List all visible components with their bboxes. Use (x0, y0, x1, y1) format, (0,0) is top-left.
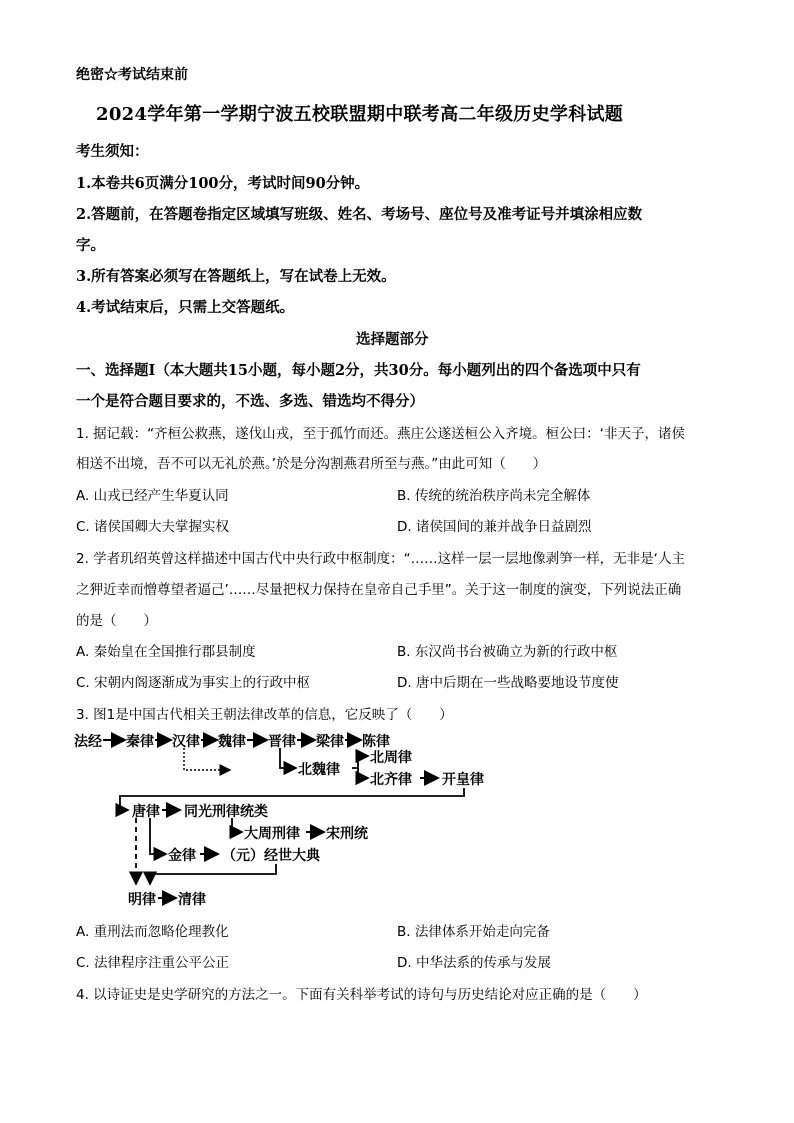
q2-stem-line2: 之狎近幸而憎尊望者逼己’……尽量把权力保持在皇帝自己手里”。关于这一制度的演变，下列说法正确 (76, 582, 682, 598)
kaihuang-to-tang (120, 788, 464, 810)
q3-option-c: C. 法律程序注重公平公正 (76, 955, 230, 971)
q2-option-b: B. 东汉尚书台被确立为新的行政中枢 (397, 644, 618, 660)
q1-option-c: C. 诸侯国卿大夫掌握实权 (76, 519, 230, 535)
branch-to-dazhou (232, 818, 242, 832)
node-jinlv: 晋律 (268, 734, 296, 750)
exam-title: 2024学年第一学期宁波五校联盟期中联考高二年级历史学科试题 (96, 104, 624, 125)
node-kaihuanglv: 开皇律 (442, 772, 484, 788)
node-beizhoulv: 北周律 (370, 750, 412, 766)
branch-to-beizhou (352, 756, 368, 768)
node-qinglv: 清律 (178, 892, 206, 908)
node-beiweilv: 北魏律 (298, 762, 340, 778)
q1-option-a: A. 山戎已经产生华夏认同 (76, 488, 229, 504)
q2-option-a: A. 秦始皇在全国推行郡县制度 (76, 644, 256, 660)
branch-to-beiwei (280, 748, 296, 768)
law-evolution-diagram (70, 726, 510, 912)
q2-option-c: C. 宋朝内阁逐渐成为事实上的行政中枢 (76, 675, 311, 691)
q1-stem-line1: 1. 据记载：“齐桓公救燕，遂伐山戎，至于孤竹而还。燕庄公遂送桓公入齐境。桓公曰：‘非天子，诸侯 (76, 426, 685, 442)
q2-option-d: D. 唐中后期在一些战略要地设节度使 (397, 675, 619, 691)
part-heading: 选择题部分 (356, 331, 429, 348)
branch-to-jin (150, 818, 166, 854)
node-tongguang: 同光刑律统类 (184, 804, 268, 820)
q2-stem-line3: 的是（ ） (76, 613, 157, 629)
q2-stem-line1: 2. 学者玑绍英曾这样描述中国古代中央行政中枢制度：“……这样一层一层地像剥笋一样，无非是‘人主 (76, 551, 685, 567)
node-minglv: 明律 (128, 892, 156, 908)
q3-stem-line1: 3. 图1是中国古代相关王朝法律改革的信息，它反映了（ ） (76, 707, 453, 723)
node-songxingtong: 宋刑统 (326, 826, 368, 842)
node-tanglv: 唐律 (132, 804, 160, 820)
branch-to-beiqi (358, 768, 368, 778)
notice-item-3: 3.所有答案必须写在答题纸上，写在试卷上无效。 (76, 268, 396, 285)
q3-option-d: D. 中华法系的传承与发展 (397, 955, 551, 971)
node-qinlv: 秦律 (126, 734, 154, 750)
notice-item-2-cont: 字。 (76, 237, 105, 254)
node-dazhou: 大周刑律 (244, 826, 300, 842)
notice-item-1: 1.本卷共6页满分100分，考试时间90分钟。 (76, 175, 370, 192)
q1-stem-line2: 相送不出境，吾不可以无礼於燕。’於是分沟割燕君所至与燕。”由此可知（ ） (76, 456, 547, 472)
node-fajing: 法经 (74, 734, 102, 750)
node-weilv: 魏律 (218, 734, 246, 750)
section1-instruction-line2: 一个是符合题目要求的，不选、多选、错选均不得分） (76, 393, 424, 410)
dotted-branch (184, 748, 230, 770)
notice-item-2: 2.答题前，在答题卷指定区域填写班级、姓名、考场号、座位号及准考证号并填涂相应数 (76, 206, 643, 223)
node-beiqilv: 北齐律 (370, 772, 412, 788)
node-hanlv: 汉律 (172, 734, 200, 750)
q4-stem-line1: 4. 以诗证史是史学研究的方法之一。下面有关科举考试的诗句与历史结论对应正确的是（ ） (76, 987, 647, 1003)
confidential-mark: 绝密☆考试结束前 (76, 67, 188, 83)
notice-item-4: 4.考试结束后，只需上交答题纸。 (76, 299, 295, 316)
q3-option-b: B. 法律体系开始走向完备 (397, 924, 550, 940)
section1-instruction-line1: 一、选择题Ⅰ（本大题共15小题，每小题2分，共30分。每小题列出的四个备选项中只有 (76, 362, 641, 379)
q1-option-d: D. 诸侯国间的兼并战争日益剧烈 (397, 519, 592, 535)
node-chenlv: 陈律 (362, 734, 390, 750)
q1-option-b: B. 传统的统治秩序尚未完全解体 (397, 488, 591, 504)
q3-option-a: A. 重刑法而忽略伦理教化 (76, 924, 229, 940)
node-jinlv2: 金律 (168, 848, 196, 864)
node-jingshidadian: （元）经世大典 (222, 848, 320, 864)
yuan-to-ming (150, 864, 276, 884)
node-lianglv: 梁律 (316, 734, 344, 750)
notice-heading: 考生须知： (76, 143, 149, 160)
